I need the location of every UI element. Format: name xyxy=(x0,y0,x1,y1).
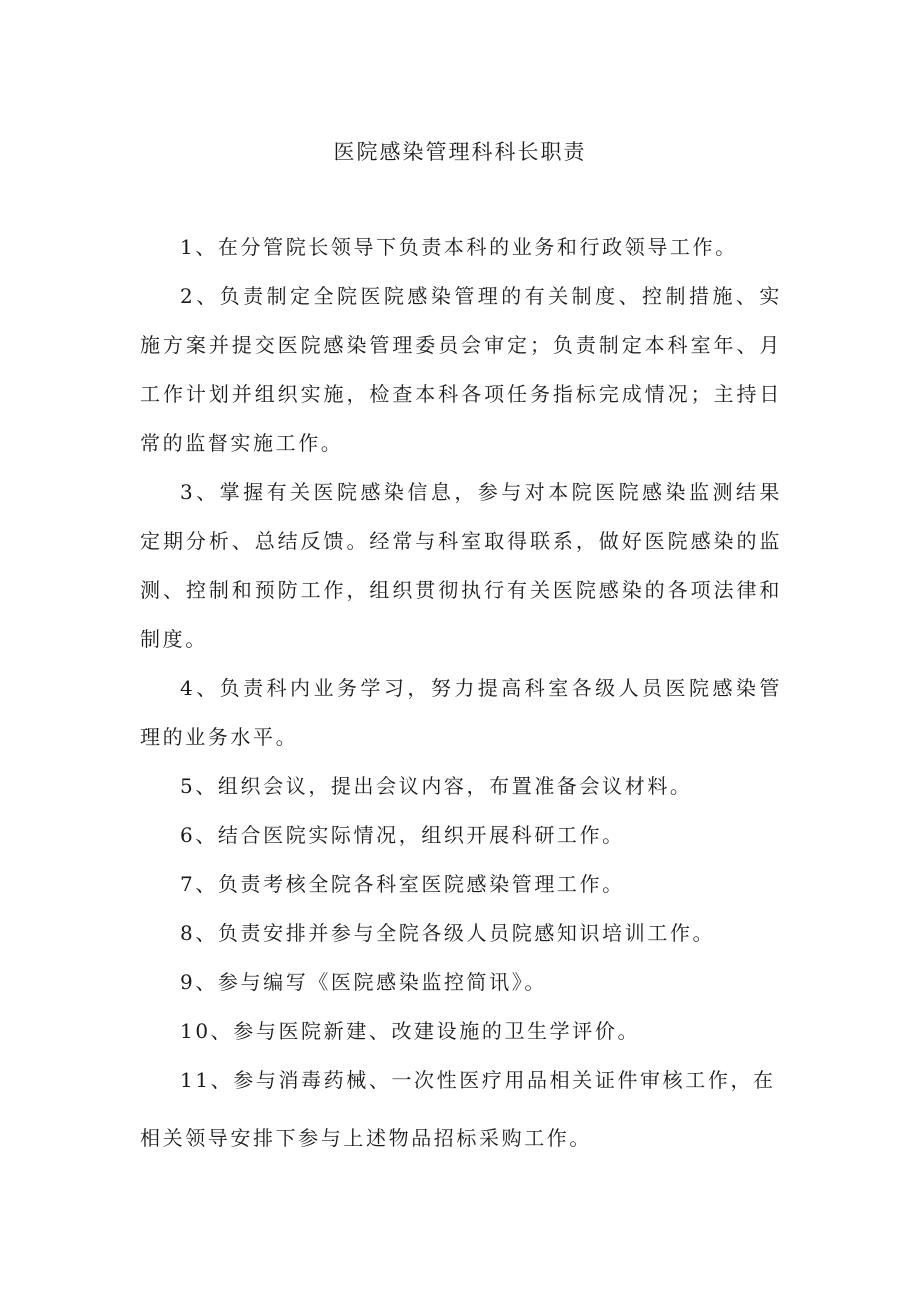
document-title: 医院感染管理科科长职责 xyxy=(333,140,587,164)
duty-item-6: 6、结合医院实际情况，组织开展科研工作。 xyxy=(180,823,625,847)
duty-item-8: 8、负责安排并参与全院各级人员院感知识培训工作。 xyxy=(180,921,716,945)
duty-item-5: 5、组织会议，提出会议内容，布置准备会议材料。 xyxy=(180,774,693,798)
duty-item-3: 3、掌握有关医院感染信息，参与对本院医院感染监测结果定期分析、总结反馈。经常与科室取得联系，做好医院感染的监测、控制和预防工作，组织贯彻执行有关医院感染的各项法律和制度。 xyxy=(140,480,782,651)
duty-item-4: 4、负责科内业务学习，努力提高科室各级人员医院感染管理的业务水平。 xyxy=(140,676,782,749)
duty-item-9: 9、参与编写《医院感染监控简讯》。 xyxy=(180,970,547,994)
duty-item-2: 2、负责制定全院医院感染管理的有关制度、控制措施、实施方案并提交医院感染管理委员会审定；负责制定本科室年、月工作计划并组织实施，检查本科各项任务指标完成情况；主持日常的监督实施工作。 xyxy=(140,284,782,455)
duty-item-10: 10、参与医院新建、改建设施的卫生学评价。 xyxy=(180,1019,641,1043)
duty-item-11: 11、参与消毒药械、一次性医疗用品相关证件审核工作，在 xyxy=(180,1068,776,1092)
duty-item-11-continuation: 相关领导安排下参与上述物品招标采购工作。 xyxy=(140,1126,592,1150)
document-body xyxy=(140,223,782,1163)
duty-item-1: 1、在分管院长领导下负责本科的业务和行政领导工作。 xyxy=(180,235,738,259)
duty-item-7: 7、负责考核全院各科室医院感染管理工作。 xyxy=(180,872,625,896)
